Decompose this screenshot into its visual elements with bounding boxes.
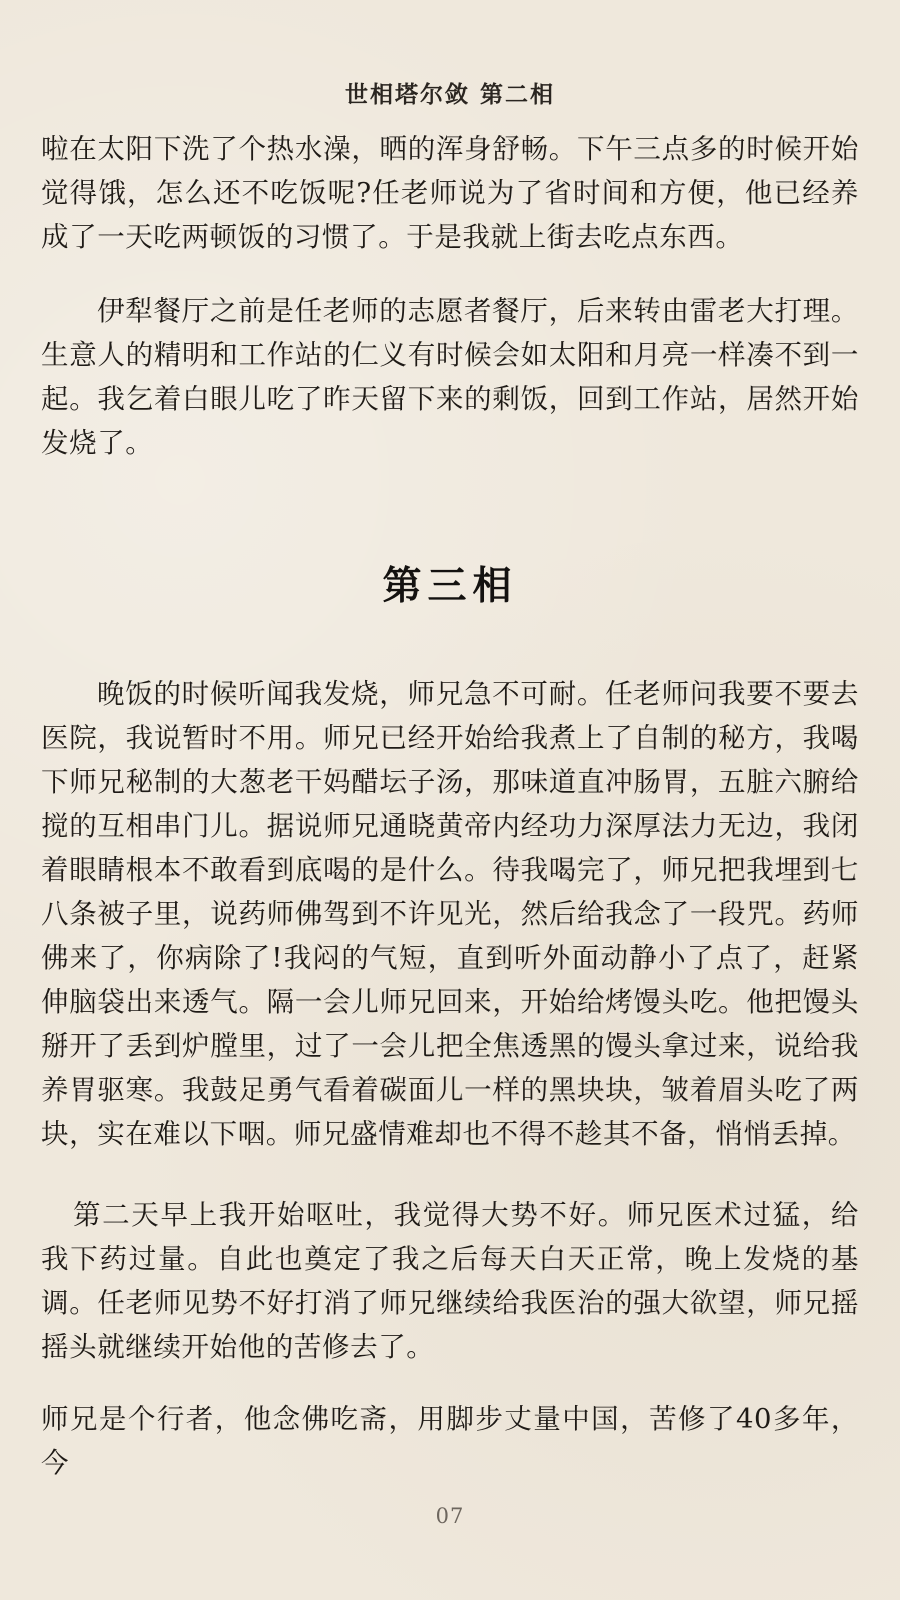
paragraph-text: 晚饭的时候听闻我发烧，师兄急不可耐。任老师问我要不要去医院，我说暂时不用。师兄已经开始给我煮上了自制的秘方，我喝下师兄秘制的大葱老干妈醋坛子汤，那味道直冲肠胃，五脏六腑给搅的互相串门儿。据说师兄通晓黄帝内经功力深厚法力无边，我闭着眼睛根本不敢看到底喝的是什么。待我喝完了，师兄把我埋到七八条被子里，说药师佛驾到不许见光，然后给我念了一段咒。药师佛来了，你病除了!我闷的气短，直到听外面动静小了点了，赶紧伸脑袋出来透气。隔一会儿师兄回来，开始给烤馒头吃。他把馒头掰开了丢到炉膛里，过了一会儿把全焦透黑的馒头拿过来，说给我养胃驱寒。我鼓足勇气看着碳面儿一样的黑块块，皱着眉头吃了两块，实在难以下咽。师兄盛情难却也不得不趁其不备，悄悄丢掉。 — [41, 678, 859, 1150]
paragraph-5 — [41, 1397, 859, 1485]
paragraph-text: 伊犁餐厅之前是任老师的志愿者餐厅，后来转由雷老大打理。生意人的精明和工作站的仁义有时候会如太阳和月亮一样凑不到一起。我乞着白眼儿吃了昨天留下来的剩饭，回到工作站，居然开始发烧了。 — [41, 295, 859, 459]
page-number: 07 — [435, 1504, 465, 1528]
paragraph-text: 啦在太阳下洗了个热水澡，晒的浑身舒畅。下午三点多的时候开始觉得饿，怎么还不吃饭呢?任老师说为了省时间和方便，他已经养成了一天吃两顿饭的习惯了。于是我就上街去吃点东西。 — [41, 133, 859, 253]
chapter-title: 第三相 — [382, 564, 518, 609]
paragraph-2 — [41, 289, 859, 465]
paragraph-4 — [41, 1193, 859, 1369]
paragraph-text: 师兄是个行者，他念佛吃斋，用脚步丈量中国，苦修了40多年，今 — [41, 1403, 859, 1479]
paragraph-text: 第二天早上我开始呕吐，我觉得大势不好。师兄医术过猛，给我下药过量。自此也奠定了我之后每天白天正常，晚上发烧的基调。任老师见势不好打消了师兄继续给我医治的强大欲望，师兄摇摇头就继续开始他的苦修去了。 — [41, 1199, 859, 1363]
running-header: 世相塔尔敛 第二相 — [344, 82, 555, 108]
paragraph-1 — [41, 127, 859, 259]
paragraph-3 — [41, 672, 859, 1156]
